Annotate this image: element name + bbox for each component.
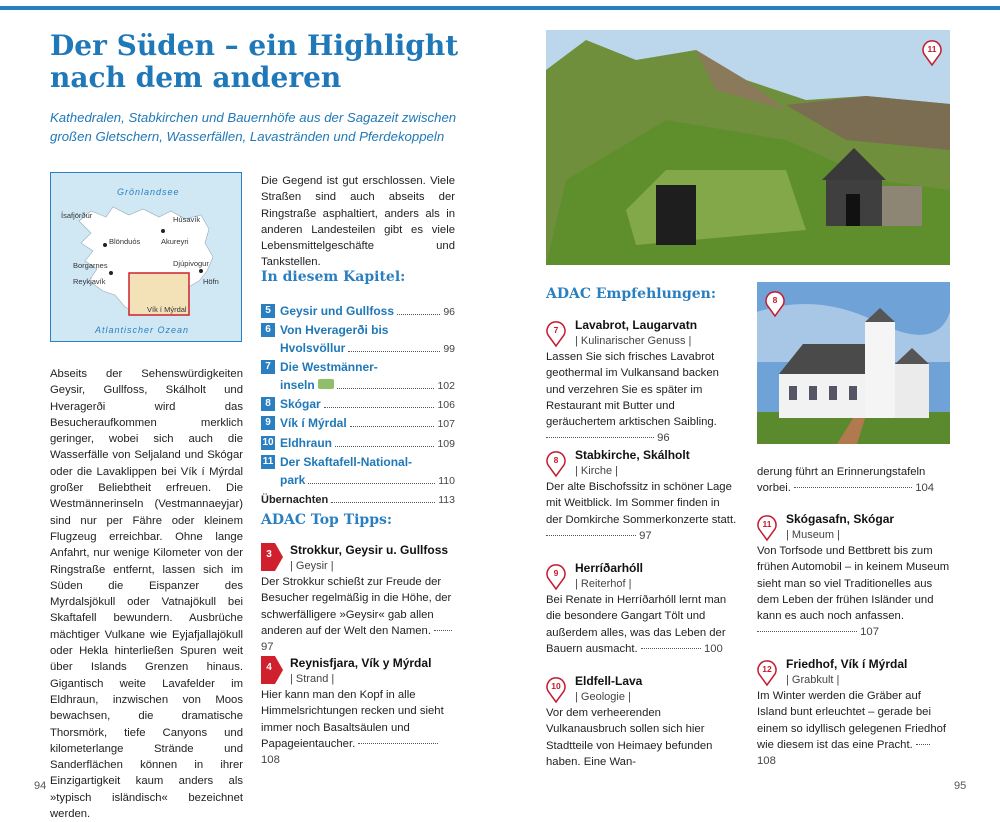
toc-item[interactable] bbox=[261, 359, 455, 395]
toc-page: 96 bbox=[443, 306, 455, 318]
top-tips-heading: ADAC Top Tipps: bbox=[261, 512, 393, 528]
toc-number: 10 bbox=[262, 436, 274, 448]
toc-page: 99 bbox=[443, 342, 455, 355]
recommendation-category: | Reiterhof | bbox=[575, 578, 632, 590]
recommendation-category: | Kulinarischer Genuss | bbox=[575, 335, 692, 347]
toc-label: Der Skaftafell-National- bbox=[280, 455, 413, 470]
toc-item[interactable] bbox=[261, 454, 455, 490]
top-tip-entry bbox=[261, 543, 456, 655]
top-tip-page: 108 bbox=[261, 754, 280, 767]
toc-label-line2: park bbox=[280, 472, 306, 487]
toc-item[interactable] bbox=[261, 396, 455, 414]
map-label-south-sea: Atlantischer Ozean bbox=[95, 325, 190, 335]
recommendation-name: Stabkirche, Skálholt bbox=[575, 448, 690, 462]
page-title: Der Süden – ein Highlight nach dem anderen bbox=[50, 29, 459, 94]
ferry-icon bbox=[318, 379, 334, 389]
recommendation-continuation bbox=[757, 464, 950, 497]
page-subtitle: Kathedralen, Stabkirchen und Bauernhöfe aus der Sagazeit zwischen großen Gletschern, Wasserfällen, Lavastränden und Pferdekoppeln bbox=[50, 110, 457, 144]
map-city: Blönduós bbox=[109, 237, 141, 246]
map-label-north-sea: Grönlandsee bbox=[117, 187, 180, 197]
top-tip-badge: 4 bbox=[261, 656, 283, 684]
map-city: Akureyri bbox=[161, 237, 189, 246]
recommendation-name: Skógasafn, Skógar bbox=[786, 512, 895, 526]
recommendation-category: | Grabkult | bbox=[786, 674, 840, 686]
recommendation-entry bbox=[546, 318, 739, 447]
toc-label: Geysir und Gullfoss bbox=[280, 304, 395, 318]
toc-item[interactable] bbox=[261, 303, 455, 321]
map-city: Vík í Mýrdal bbox=[147, 305, 187, 314]
photo-location-pin: 8 bbox=[765, 291, 785, 317]
toc-label-line2: inseln bbox=[280, 377, 315, 392]
toc-page: 110 bbox=[438, 474, 455, 487]
toc-label: Eldhraun bbox=[280, 435, 333, 450]
continuation-text: derung führt an Erinnerungstafeln vorbei. bbox=[757, 466, 926, 495]
page-number-left: 94 bbox=[34, 780, 47, 792]
location-pin-icon: 7 bbox=[546, 321, 566, 347]
intro-text: Abseits der Sehenswürdigkeiten Geysir, Gullfoss, Skálholt und Hveragerði wird das Besucheraufkommen merklich geringer, wobei sich auch die Wasserfälle von Seljaland und Skógar oder die Lavaklippen bei Vík í Mýrdal großer Beliebtheit erfreuen. Die Westmännerinseln (Vestmannaeyjar) sind nur per Fähre oder kleinem Flugzeug erreichbar. Ohne lange Anfahrt, nur wenige Kilometer von der Ringstraße entfernt, lassen sich im Süden die Eispanzer des Myrdalsjökull oder Vatnajökull bei Skaftafell bewundern. Ausbrüche mächtiger Vulkane wie Eyjafjallajökull oder Hekla hinterließen Spuren weit über Islands Grenzen hinaus. Gigantisch weite Lavafelder im Eldhraun, inzwischen von Moos bewachsen, die dramatische Thorsmörk, tiefe Canyons und kilometerlange Strände und Sanderflächen können in ihrer Einzigartigkeit kaum anders als »typisch isländisch« bezeichnet werden. bbox=[50, 368, 243, 821]
toc-page: 109 bbox=[437, 437, 455, 450]
recommendation-name: Herríðarhóll bbox=[575, 561, 644, 575]
toc-number: 9 bbox=[261, 416, 275, 430]
top-color-bar bbox=[0, 6, 1000, 10]
recommendation-category: | Kirche | bbox=[575, 465, 619, 477]
top-tip-text: Der Strokkur schießt zur Freude der Besucher regelmäßig in die Höhe, der schwerfälligere »Geysir« gab allen anderen auf der Welt den Namen. bbox=[261, 576, 452, 637]
map-city: Höfn bbox=[203, 277, 219, 286]
iceland-shape bbox=[51, 173, 243, 343]
toc-overnight-label: Übernachten bbox=[261, 494, 329, 507]
toc-page: 106 bbox=[437, 399, 455, 412]
chapter-heading: In diesem Kapitel: bbox=[261, 269, 406, 285]
map-dot bbox=[103, 243, 107, 247]
recommendation-name: Lavabrot, Laugarvatn bbox=[575, 318, 698, 332]
top-tip-entry bbox=[261, 656, 456, 768]
recommendation-text: Von Torfsode und Bettbrett bis zum frühen Automobil – in keinem Museum sieht man so viel Traditionelles aus dem Leben der frühen Isländer und kann es auch noch anfassen. bbox=[757, 545, 950, 623]
recommendation-name: Friedhof, Vík í Mýrdal bbox=[786, 657, 908, 671]
top-tip-text: Hier kann man den Kopf in alle Himmelsrichtungen recken und sieht immer noch Basaltsäulen und Papageientaucher. bbox=[261, 689, 444, 750]
photo-location-pin: 11 bbox=[922, 40, 942, 66]
toc-item[interactable] bbox=[261, 415, 455, 433]
toc-item[interactable] bbox=[261, 322, 455, 358]
toc-number: 6 bbox=[261, 323, 275, 337]
toc-number: 5 bbox=[261, 304, 275, 318]
recommendation-entry bbox=[546, 448, 739, 544]
map-city: Borgarnes bbox=[73, 261, 108, 270]
page-number-right: 95 bbox=[954, 780, 967, 792]
map-dot bbox=[109, 271, 113, 275]
toc-page: 107 bbox=[437, 418, 455, 431]
location-pin-icon: 11 bbox=[757, 515, 777, 541]
recommendation-entry bbox=[757, 512, 950, 641]
recommendation-text: Vor dem verheerenden Vulkanausbruch sollen sich hier Stadtteile von Heimaey befunden haben. Eine Wan- bbox=[546, 707, 713, 768]
recommendation-entry bbox=[757, 657, 950, 769]
toc-label: Die Westmänner- bbox=[280, 360, 378, 375]
recommendation-page: 107 bbox=[860, 626, 879, 639]
recommendation-category: | Geologie | bbox=[575, 691, 631, 703]
toc-label: Von Hveragerði bis bbox=[280, 323, 389, 338]
location-pin-icon: 9 bbox=[546, 564, 566, 590]
map-city: Reykjavík bbox=[73, 277, 106, 286]
top-tip-name: Reynisfjara, Vík y Mýrdal bbox=[290, 656, 432, 670]
map-city: Djúpivogur bbox=[173, 259, 209, 268]
toc-label-line2: Hvolsvöllur bbox=[280, 340, 346, 355]
recommendation-page: 96 bbox=[657, 432, 670, 445]
recommendation-text: Lassen Sie sich frisches Lavabrot geothermal im Vulkansand backen und verzehren Sie es später im Restaurant mit Butter und geräuchertem arktischen Saibling. bbox=[546, 351, 719, 429]
toc-label: Vík í Mýrdal bbox=[280, 416, 347, 431]
recommendation-category: | Museum | bbox=[786, 529, 841, 541]
toc-page: 113 bbox=[438, 494, 455, 507]
toc-number: 11 bbox=[262, 456, 274, 468]
toc-item[interactable] bbox=[261, 435, 455, 453]
chapter-toc bbox=[261, 303, 455, 506]
recommendation-text: Der alte Bischofssitz in schöner Lage mit Weitblick. Im Sommer finden in der Domkirche Sommerkonzerte statt. bbox=[546, 481, 737, 526]
region-map bbox=[50, 172, 242, 342]
location-pin-icon: 10 bbox=[546, 677, 566, 703]
recommendation-entry bbox=[546, 561, 739, 657]
map-dot bbox=[161, 229, 165, 233]
toc-overnight[interactable] bbox=[261, 493, 455, 506]
top-tip-badge: 3 bbox=[261, 543, 283, 571]
recommendation-page: 108 bbox=[757, 755, 776, 768]
map-dot bbox=[199, 269, 203, 273]
toc-page: 102 bbox=[437, 379, 455, 392]
top-tip-page: 97 bbox=[261, 641, 274, 654]
recommendation-text: Bei Renate in Herríðarhóll lernt man die besondere Gangart Tölt und außerdem alles, was das Leben der Bauern ausmacht. bbox=[546, 594, 727, 655]
recommendations-heading: ADAC Empfehlungen: bbox=[546, 286, 716, 302]
church-photo bbox=[757, 282, 950, 444]
infrastructure-text: Die Gegend ist gut erschlossen. Viele Straßen sind auch abseits der Ringstraße asphaltiert, anders als in anderen Landesteilen gibt es viele Lebensmittelgeschäfte und Tankstellen. bbox=[261, 175, 455, 269]
top-tip-name: Strokkur, Geysir u. Gullfoss bbox=[290, 543, 449, 557]
map-city: Húsavík bbox=[173, 215, 201, 224]
top-tip-category: | Geysir | bbox=[290, 560, 334, 572]
recommendation-name: Eldfell-Lava bbox=[575, 674, 643, 688]
recommendation-text: Im Winter werden die Gräber auf Island bunt erleuchtet – gerade bei einem so idyllisch gelegenen Friedhof wie diesem ist das eine Pracht. bbox=[757, 690, 947, 751]
location-pin-icon: 8 bbox=[546, 451, 566, 477]
toc-number: 8 bbox=[261, 397, 275, 411]
recommendation-page: 100 bbox=[703, 642, 723, 655]
turf-house-photo bbox=[546, 30, 950, 265]
recommendation-entry bbox=[546, 674, 739, 770]
toc-label: Skógar bbox=[280, 397, 321, 412]
top-tip-category: | Strand | bbox=[290, 673, 335, 685]
continuation-page: 104 bbox=[915, 482, 935, 495]
location-pin-icon: 12 bbox=[757, 660, 777, 686]
recommendation-page: 97 bbox=[639, 529, 652, 542]
map-city: Ísafjörður bbox=[61, 211, 93, 220]
toc-number: 7 bbox=[261, 360, 275, 374]
